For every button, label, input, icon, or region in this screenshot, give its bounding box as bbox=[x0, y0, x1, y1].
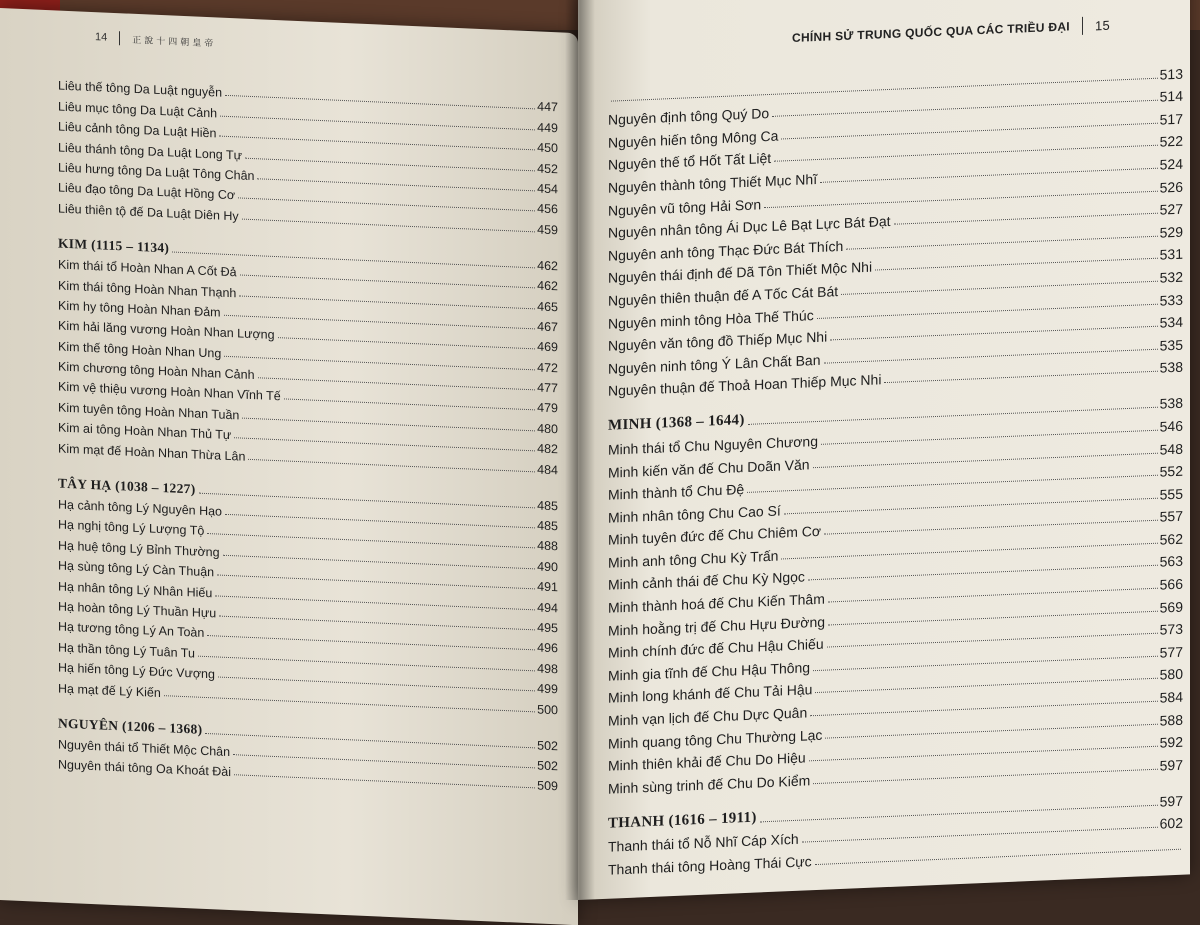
entry-title: Liêu cảnh tông Da Luật Hiền bbox=[58, 119, 217, 141]
page-number: 465 bbox=[537, 298, 558, 314]
entry-title: Hạ mạt đế Lý Kiến bbox=[58, 681, 161, 700]
page-number: 527 bbox=[1159, 200, 1183, 218]
entry-title: Nguyên thành tông Thiết Mục Nhĩ bbox=[608, 170, 818, 196]
entry-title: Hạ tương tông Lý An Toàn bbox=[58, 619, 205, 641]
entry-title: Nguyên định tông Quý Do bbox=[608, 105, 770, 128]
header-divider bbox=[1082, 17, 1083, 35]
page-number: 450 bbox=[537, 140, 558, 156]
entry-title: Minh thái tổ Chu Nguyên Chương bbox=[608, 432, 818, 458]
entry-title: Minh thành hoá đế Chu Kiến Thâm bbox=[608, 590, 825, 616]
entry-title: Minh gia tĩnh đế Chu Hậu Thông bbox=[608, 659, 811, 684]
page-number: 502 bbox=[537, 737, 558, 753]
entry-title: Nguyên ninh tông Ý Lân Chất Ban bbox=[608, 351, 821, 377]
page-number: 491 bbox=[537, 579, 558, 595]
page-number: 494 bbox=[537, 600, 558, 615]
section-title: THANH (1616 – 1911) bbox=[608, 809, 757, 832]
entry-title: Minh cảnh thái đế Chu Kỳ Ngọc bbox=[608, 568, 805, 594]
entry-title: Nguyên anh tông Thạc Đức Bát Thích bbox=[608, 237, 844, 264]
entry-title: Minh nhân tông Chu Cao Sí bbox=[608, 502, 781, 526]
page-number: 597 bbox=[1159, 756, 1183, 774]
entry-title: Nguyên văn tông đồ Thiếp Mục Nhi bbox=[608, 328, 828, 354]
entry-title: Minh kiến văn đế Chu Doãn Văn bbox=[608, 455, 810, 481]
entry-title: Minh sùng trinh đế Chu Do Kiểm bbox=[608, 772, 811, 797]
page-number: 532 bbox=[1159, 268, 1183, 286]
entry-title: Minh chính đức đế Chu Hậu Chiếu bbox=[608, 635, 824, 661]
left-toc-list bbox=[58, 73, 558, 794]
page-number: 580 bbox=[1159, 666, 1183, 684]
entry-title: Hạ thần tông Lý Tuân Tu bbox=[58, 640, 195, 661]
page-number: 524 bbox=[1159, 155, 1183, 173]
entry-title: Hạ sùng tông Lý Càn Thuận bbox=[58, 558, 215, 580]
page-number: 529 bbox=[1159, 223, 1183, 241]
dot-leader bbox=[884, 371, 1157, 383]
page-number: 452 bbox=[537, 161, 558, 176]
entry-title: Minh quang tông Chu Thường Lạc bbox=[608, 726, 823, 752]
entry-title: Hạ hiến tông Lý Đức Vượng bbox=[58, 660, 215, 682]
book-gutter-shadow bbox=[565, 0, 595, 900]
entry-title: Nguyên thái định đế Dã Tôn Thiết Mộc Nhi bbox=[608, 259, 873, 287]
right-page-number: 15 bbox=[1094, 17, 1110, 33]
page-number: 517 bbox=[1159, 110, 1183, 128]
entry-title: Liêu đạo tông Da Luật Hồng Cơ bbox=[58, 180, 236, 203]
entry-title: Nguyên vũ tông Hải Sơn bbox=[608, 195, 762, 219]
entry-title: Liêu mục tông Da Luật Cảnh bbox=[58, 99, 218, 121]
dot-leader bbox=[813, 769, 1157, 784]
page-number: 462 bbox=[537, 278, 558, 294]
page-number: 449 bbox=[537, 120, 558, 136]
page-number: 538 bbox=[1159, 394, 1183, 412]
page-number: 531 bbox=[1159, 245, 1183, 263]
page-number: 552 bbox=[1159, 462, 1183, 480]
entry-title: Nguyên thế tổ Hốt Tất Liệt bbox=[608, 150, 772, 174]
entry-title: Kim mạt đế Hoàn Nhan Thừa Lân bbox=[58, 441, 246, 464]
page-number: 495 bbox=[537, 620, 558, 636]
page-number: 533 bbox=[1159, 291, 1183, 309]
page-number: 566 bbox=[1159, 575, 1183, 593]
dot-leader bbox=[234, 775, 535, 789]
entry-title: Nguyên minh tông Hòa Thế Thúc bbox=[608, 306, 814, 332]
entry-title: Kim tuyên tông Hoàn Nhan Tuần bbox=[58, 400, 240, 423]
page-number: 584 bbox=[1159, 688, 1183, 706]
entry-title: Nguyên thái tổ Thiết Mộc Chân bbox=[58, 737, 231, 759]
page-number: 454 bbox=[537, 181, 558, 197]
right-toc-list bbox=[608, 59, 1183, 878]
page-number: 500 bbox=[537, 701, 558, 717]
right-page bbox=[578, 0, 1190, 900]
entry-title: Thanh thái tông Hoàng Thái Cực bbox=[608, 853, 812, 878]
page-number: 602 bbox=[1159, 815, 1183, 833]
page-number: 538 bbox=[1159, 358, 1183, 376]
page-number: 577 bbox=[1159, 643, 1183, 661]
page-number: 488 bbox=[537, 538, 558, 554]
page-number: 522 bbox=[1159, 133, 1183, 150]
entry-title: Kim chương tông Hoàn Nhan Cảnh bbox=[58, 359, 255, 383]
page-number: 480 bbox=[537, 421, 558, 437]
page-number: 485 bbox=[537, 498, 558, 514]
entry-title: Nguyên thuận đế Thoả Hoan Thiếp Mục Nhi bbox=[608, 371, 882, 400]
page-number: 513 bbox=[1159, 65, 1183, 83]
entry-title: Minh thành tổ Chu Đệ bbox=[608, 481, 745, 503]
page-number: 490 bbox=[537, 559, 558, 575]
entry-title: Nguyên nhân tông Ái Dục Lê Bạt Lực Bát Đạt bbox=[608, 213, 891, 241]
entry-title: Hạ hoàn tông Lý Thuần Hựu bbox=[58, 599, 217, 621]
page-number: 597 bbox=[1159, 792, 1183, 810]
entry-title: Kim ai tông Hoàn Nhan Thủ Tự bbox=[58, 420, 232, 443]
page-number: 479 bbox=[537, 400, 558, 416]
left-running-head: 正說十四朝皇帝 bbox=[132, 35, 217, 49]
page-number: 502 bbox=[537, 758, 558, 774]
page-number: 496 bbox=[537, 640, 558, 656]
entry-title: Minh anh tông Chu Kỳ Trấn bbox=[608, 547, 779, 571]
entry-title: Thanh thái tổ Nỗ Nhĩ Cáp Xích bbox=[608, 831, 799, 856]
page-number: 498 bbox=[537, 661, 558, 677]
entry-title: Kim vệ thiệu vương Hoàn Nhan Vĩnh Tế bbox=[58, 380, 281, 404]
page-number: 569 bbox=[1159, 598, 1183, 616]
section-title: NGUYÊN (1206 – 1368) bbox=[58, 715, 203, 737]
entry-title: Nguyên thái tông Oa Khoát Đài bbox=[58, 757, 232, 780]
section-title: TÂY HẠ (1038 – 1227) bbox=[58, 475, 196, 497]
page-number: 563 bbox=[1159, 553, 1183, 571]
left-page-number: 14 bbox=[95, 31, 108, 44]
dot-leader bbox=[248, 458, 535, 472]
entry-title: Minh long khánh đế Chu Tải Hậu bbox=[608, 681, 813, 707]
entry-title: Minh thiên khải đế Chu Do Hiệu bbox=[608, 749, 806, 774]
entry-title: Nguyên thiên thuận đế A Tốc Cát Bát bbox=[608, 283, 839, 309]
page-number: 573 bbox=[1159, 620, 1183, 638]
right-running-head: CHÍNH SỬ TRUNG QUỐC QUA CÁC TRIỀU ĐẠI bbox=[791, 19, 1070, 46]
entry-title: Kim thái tổ Hoàn Nhan A Cốt Đả bbox=[58, 257, 237, 280]
dot-leader bbox=[242, 218, 535, 232]
page-number: 514 bbox=[1159, 87, 1183, 105]
entry-title: Nguyên hiến tông Mông Ca bbox=[608, 127, 779, 151]
page-number: 456 bbox=[537, 201, 558, 217]
page-number: 485 bbox=[537, 518, 558, 534]
entry-title: Liêu thiên tộ đế Da Luật Diên Hy bbox=[58, 201, 239, 224]
page-number: 555 bbox=[1159, 485, 1183, 503]
page-number: 526 bbox=[1159, 178, 1183, 196]
entry-title: Kim thái tông Hoàn Nhan Thạnh bbox=[58, 278, 237, 300]
header-divider bbox=[119, 31, 120, 45]
page-number: 546 bbox=[1159, 417, 1183, 435]
page-number: 482 bbox=[537, 441, 558, 457]
entry-title: Liêu thế tông Da Luật nguyễn bbox=[58, 78, 223, 101]
entry-title: Hạ huệ tông Lý Bỉnh Thường bbox=[58, 538, 220, 560]
entry-title: Minh vạn lịch đế Chu Dực Quân bbox=[608, 704, 808, 729]
page-number: 588 bbox=[1159, 711, 1183, 729]
page-number: 477 bbox=[537, 380, 558, 396]
page-number: 499 bbox=[537, 681, 558, 697]
page-number: 462 bbox=[537, 258, 558, 274]
entry-title: Hạ nhân tông Lý Nhân Hiếu bbox=[58, 579, 213, 600]
entry-title: Minh tuyên đức đế Chu Chiêm Cơ bbox=[608, 523, 822, 549]
left-page bbox=[0, 8, 578, 925]
entry-title: Minh hoằng trị đế Chu Hựu Đường bbox=[608, 613, 826, 639]
page-number: 469 bbox=[537, 339, 558, 355]
page-number: 467 bbox=[537, 319, 558, 335]
section-title: MINH (1368 – 1644) bbox=[608, 412, 745, 435]
entry-title: Liêu thánh tông Da Luật Long Tự bbox=[58, 140, 242, 163]
right-running-header bbox=[792, 16, 1110, 47]
page-number: 592 bbox=[1159, 733, 1183, 751]
section-title: KIM (1115 – 1134) bbox=[58, 235, 170, 256]
page-number: 484 bbox=[537, 462, 558, 478]
page-number: 535 bbox=[1159, 336, 1183, 354]
entry-title: Hạ cảnh tông Lý Nguyên Hạo bbox=[58, 497, 222, 519]
page-number: 472 bbox=[537, 360, 558, 376]
entry-title: Kim hy tông Hoàn Nhan Đảm bbox=[58, 298, 221, 320]
entry-title: Kim thế tông Hoàn Nhan Ung bbox=[58, 339, 222, 361]
page-number: 557 bbox=[1159, 507, 1183, 525]
page-number: 548 bbox=[1159, 440, 1183, 458]
entry-title: Hạ nghị tông Lý Lượng Tộ bbox=[58, 517, 205, 539]
page-number: 447 bbox=[537, 99, 558, 115]
page-number: 562 bbox=[1159, 530, 1183, 548]
dot-leader bbox=[815, 849, 1181, 865]
entry-title: Kim hải lăng vương Hoàn Nhan Lượng bbox=[58, 318, 275, 343]
entry-title: Liêu hưng tông Da Luật Tông Chân bbox=[58, 160, 255, 184]
page-number: 459 bbox=[537, 222, 558, 238]
left-running-header bbox=[95, 30, 216, 49]
page-number: 534 bbox=[1159, 313, 1183, 331]
page-number: 509 bbox=[537, 778, 558, 794]
